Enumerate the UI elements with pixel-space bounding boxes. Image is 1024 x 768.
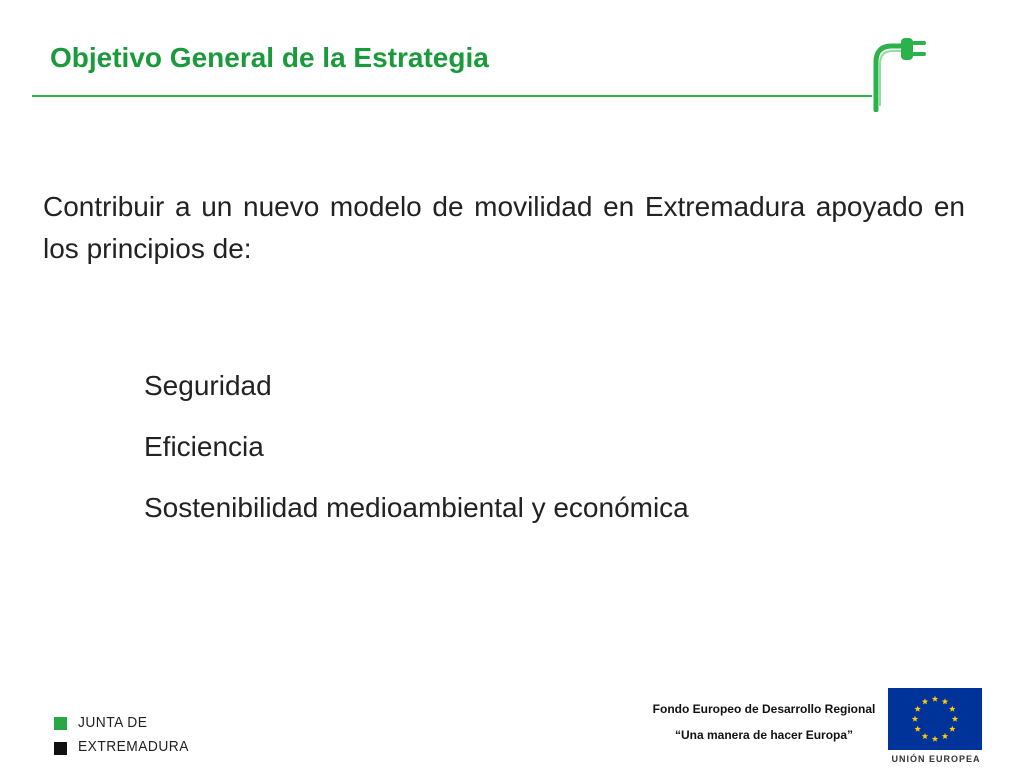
eu-label: UNIÓN EUROPEA [891, 754, 981, 764]
junta-extremadura-logo [54, 714, 189, 758]
principle-item: Eficiencia [144, 431, 264, 462]
lead-text: Contribuir a un nuevo modelo de movilidad en Extremadura apoyado en los principios de: [43, 191, 965, 264]
principle-item: Sostenibilidad medioambiental y económica [144, 492, 689, 523]
logo-line-1: JUNTA DE [78, 714, 148, 731]
logo-black-square [54, 742, 67, 755]
principles-list [144, 355, 689, 538]
fund-name: Fondo Europeo de Desarrollo Regional [652, 702, 876, 716]
eu-flag-icon [888, 688, 982, 750]
logo-line-2: EXTREMADURA [78, 738, 189, 755]
fund-motto: “Una manera de hacer Europa” [674, 728, 854, 742]
power-plug-icon [866, 32, 928, 112]
title-underline [32, 95, 872, 97]
logo-green-square [54, 717, 67, 730]
fund-caption [640, 702, 888, 742]
principle-item: Seguridad [144, 370, 272, 401]
slide-title: Objetivo General de la Estrategia [50, 42, 489, 73]
